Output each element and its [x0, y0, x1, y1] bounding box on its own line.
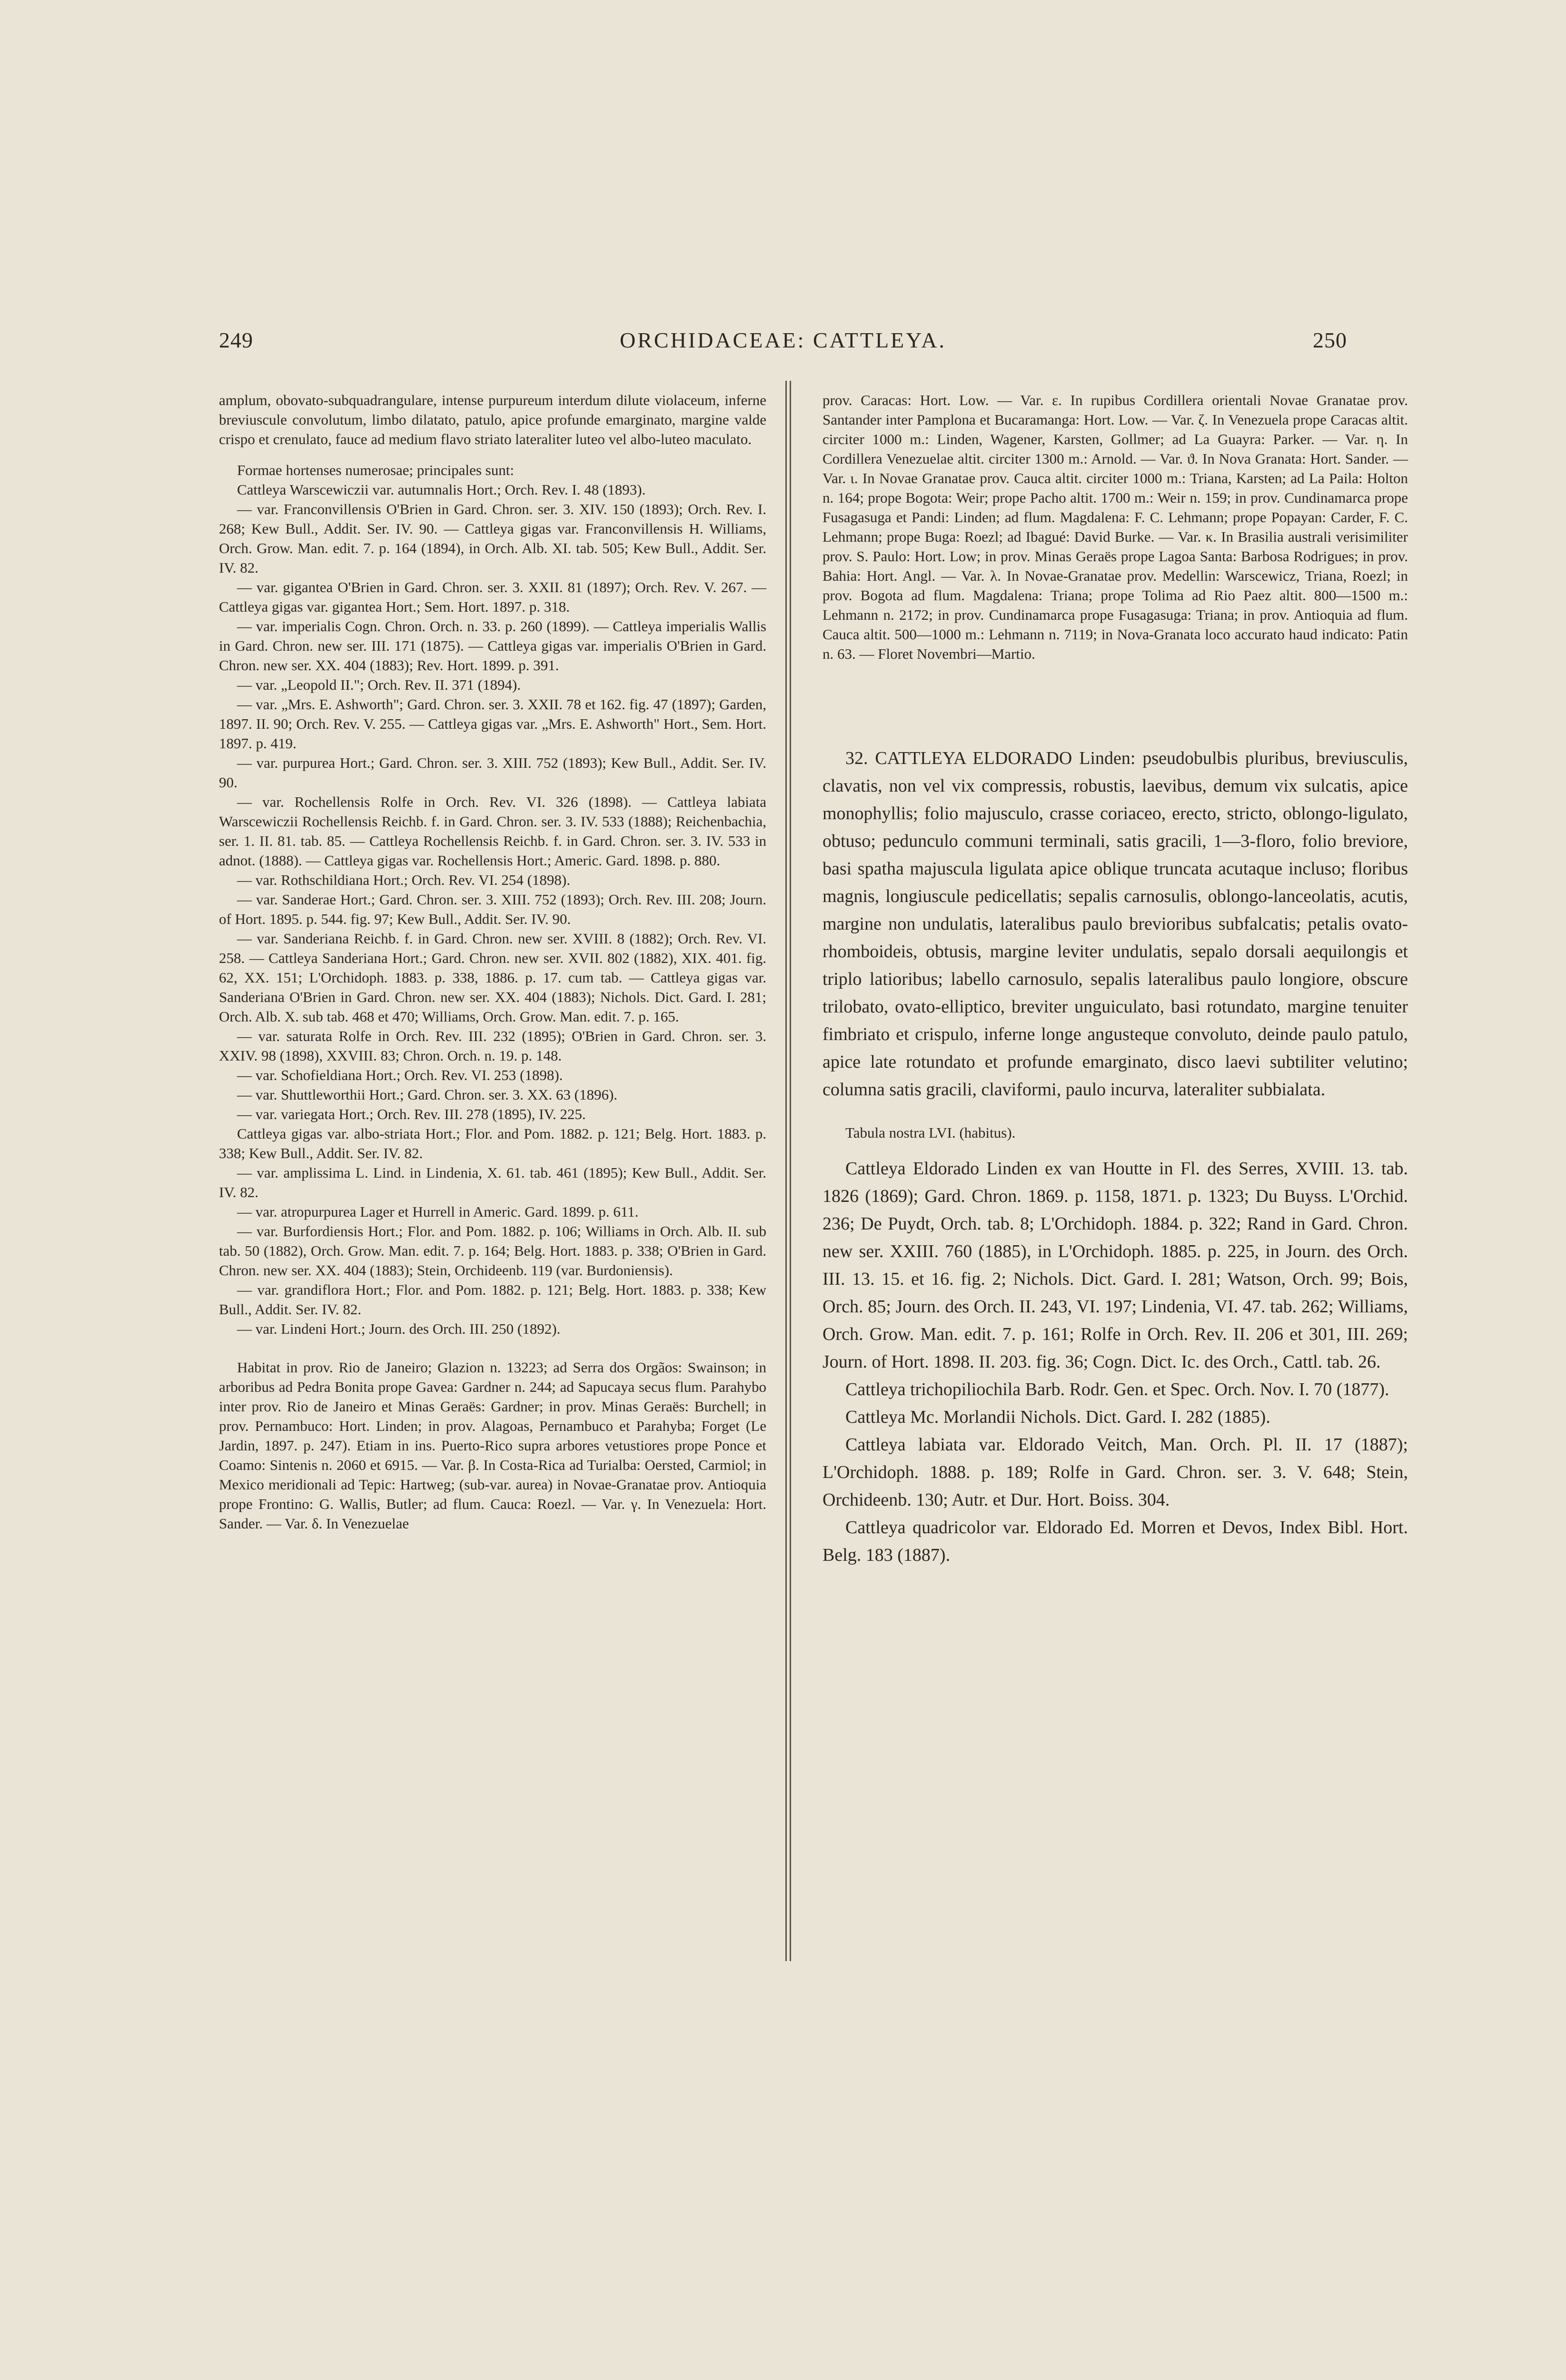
variety-entry: — var. Rochellensis Rolfe in Orch. Rev. VI. 326 (1898). — Cattleya labiata Warscewiczii Rochellensis Reichb. f. in Gard. Chron. ser. 3. IV. 533 (1888); Reichenbachia, ser. 1. II. 81. tab. 85. — Cattleya Rochellensis Reichb. f. in Gard. Chron. ser. 3. IV. 533 in adnot. (1888). — Cattleya gigas var. Rochellensis Hort.; Americ. Gard. 1898. p. 880.: [219, 793, 766, 869]
right-column: [823, 390, 1408, 1569]
left-column: [219, 390, 766, 1533]
habitat-continued: prov. Caracas: Hort. Low. — Var. ε. In rupibus Cordillera orientali Novae Granatae prov. Santander inter Pamplona et Bucaramanga: Hort. Low. — Var. ζ. In Venezuela prope Caracas altit. circiter 1000 m.: Linden, Wagener, Karsten, Gollmer; ad La Guayra: Parker. — Var. η. In Cordillera Venezuelae altit. circiter 1300 m.: Arnold. — Var. ϑ. In Nova Granata: Hort. Sander. — Var. ι. In Novae Granatae prov. Cauca altit. circiter 1000 m.: Triana, Karsten; ad La Paila: Holton n. 164; prope Bogota: Weir; prope Pacho altit. 1700 m.: Weir n. 159; in prov. Cundinamarca prope Fusagasuga et Pandi: Linden; ad flum. Magdalena: F. C. Lehmann; prope Popayan: Carder, F. C. Lehmann; prope Buga: Roezl; ad Ibagué: David Burke. — Var. κ. In Brasilia australi verisimiliter prov. S. Paulo: Hort. Low; in prov. Minas Geraës prope Lagoa Santa: Barbosa Rodrigues; in prov. Bahia: Hort. Angl. — Var. λ. In Novae-Granatae prov. Medellin: Warscewicz, Triana, Roezl; in prov. Bogota ad flum. Magdalena: Triana; prope Tolima ad Rio Paez altit. 800—1500 m.: Lehmann n. 2172; in prov. Cundinamarca prope Fusagasuga: Triana; in prov. Antioquia ad flum. Cauca altit. 500—1000 m.: Lehmann n. 7119; in Nova-Granata loco accurato haud indicato: Patin n. 63. — Floret Novembri—Martio.: [823, 392, 1408, 662]
variety-entry: — var. gigantea O'Brien in Gard. Chron. ser. 3. XXII. 81 (1897); Orch. Rev. V. 267. — Cattleya gigas var. gigantea Hort.; Sem. Hort. 1897. p. 318.: [219, 579, 766, 615]
variety-entry: — var. amplissima L. Lind. in Lindenia, X. 61. tab. 461 (1895); Kew Bull., Addit. Ser. IV. 82.: [219, 1164, 766, 1200]
right-page-number: 250: [1313, 328, 1347, 352]
column-divider: [785, 381, 791, 1961]
variety-entry: — var. Sanderiana Reichb. f. in Gard. Chron. new ser. XVIII. 8 (1882); Orch. Rev. VI. 258. — Cattleya Sanderiana Hort.; Gard. Chron. new ser. XVII. 802 (1882), XIX. 401. fig. 62, XX. 151; L'Orchidoph. 1883. p. 338, 1886. p. 17. cum tab. — Cattleya gigas var. Sanderiana O'Brien in Gard. Chron. new ser. XX. 404 (1883); Nichols. Dict. Gard. I. 281; Orch. Alb. X. sub tab. 468 et 470; Williams, Orch. Grow. Man. edit. 7. p. 165.: [219, 930, 766, 1025]
species-description: 32. CATTLEYA ELDORADO Linden: pseudobulbis pluribus, breviusculis, clavatis, non vel vix compressis, robustis, laevibus, demum vix sulcatis, apice monophyllis; folio majusculo, crasse coriaceo, erecto, stricto, oblongo-ligulato, obtuso; pedunculo communi terminali, satis gracili, 1—3-floro, folio breviore, basi spatha majuscula ligulata apice oblique truncata acutaque incluso; floribus magnis, longiuscule pedicellatis; sepalis carnosulis, oblongo-lanceolatis, acutis, margine non undulatis, lateralibus paulo brevioribus subfalcatis; petalis ovato-rhomboideis, obtusis, margine leviter undulatis, sepalo dorsali aequilongis et triplo latioribus; labello carnosulo, sepalis lateralibus paulo longiore, obscure trilobato, ovato-elliptico, breviter unguiculato, basi rotundato, margine tenuiter fimbriato et crispulo, inferne longe angusteque convoluto, deinde paulo patulo, apice late rotundato et profunde emarginato, disco laevi subtiliter velutino; columna satis gracili, claviformi, paulo incurva, lateraliter subbialata.: [823, 748, 1408, 1100]
description-continued: amplum, obovato-subquadrangulare, intense purpureum interdum dilute violaceum, inferne breviuscule convolutum, limbo dilatato, patulo, apice profunde emarginato, margine valde crispo et crenulato, fauce ad medium flavo striato lateraliter luteo vel albo-luteo maculato.: [219, 392, 766, 447]
variety-entry: — var. atropurpurea Lager et Hurrell in Americ. Gard. 1899. p. 611.: [237, 1203, 639, 1220]
plate-reference: Tabula nostra LVI. (habitus).: [845, 1124, 1016, 1141]
variety-entry: — var. „Leopold II."; Orch. Rev. II. 371 (1894).: [237, 676, 521, 693]
variety-entry: — var. Rothschildiana Hort.; Orch. Rev. VI. 254 (1898).: [237, 872, 570, 888]
variety-entry: — var. Franconvillensis O'Brien in Gard. Chron. ser. 3. XIV. 150 (1893); Orch. Rev. I. 268; Kew Bull., Addit. Ser. IV. 90. — Cattleya gigas var. Franconvillensis H. Williams, Orch. Grow. Man. edit. 7. p. 164 (1894), in Orch. Alb. XI. tab. 505; Kew Bull., Addit. Ser. IV. 82.: [219, 501, 766, 576]
variety-entry: Cattleya Warscewiczii var. autumnalis Hort.; Orch. Rev. I. 48 (1893).: [237, 481, 646, 498]
variety-entry: — var. Lindeni Hort.; Journ. des Orch. III. 250 (1892).: [237, 1320, 561, 1337]
synonym-reference: Cattleya labiata var. Eldorado Veitch, Man. Orch. Pl. II. 17 (1887); L'Orchidoph. 1888. p. 189; Rolfe in Gard. Chron. ser. 3. V. 648; Stein, Orchideenb. 130; Autr. et Dur. Hort. Boiss. 304.: [823, 1435, 1408, 1510]
page-header: [219, 327, 1347, 366]
variety-entry: — var. imperialis Cogn. Chron. Orch. n. 33. p. 260 (1899). — Cattleya imperialis Wallis in Gard. Chron. new ser. III. 171 (1875). — Cattleya gigas var. imperialis O'Brien in Gard. Chron. new ser. XX. 404 (1883); Rev. Hort. 1899. p. 391.: [219, 618, 766, 674]
synonym-reference: Cattleya Mc. Morlandii Nichols. Dict. Gard. I. 282 (1885).: [845, 1407, 1270, 1427]
variety-entry: — var. „Mrs. E. Ashworth"; Gard. Chron. ser. 3. XXII. 78 et 162. fig. 47 (1897); Garden, 1897. II. 90; Orch. Rev. V. 255. — Cattleya gigas var. „Mrs. E. Ashworth" Hort., Sem. Hort. 1897. p. 419.: [219, 696, 766, 752]
variety-entry: — var. grandiflora Hort.; Flor. and Pom. 1882. p. 121; Belg. Hort. 1883. p. 338; Kew Bull., Addit. Ser. IV. 82.: [219, 1281, 766, 1318]
variety-entry: — var. Burfordiensis Hort.; Flor. and Pom. 1882. p. 106; Williams in Orch. Alb. II. sub tab. 50 (1882), Orch. Grow. Man. edit. 7. p. 164; Belg. Hort. 1883. p. 338; O'Brien in Gard. Chron. new ser. XX. 404 (1883); Stein, Orchideenb. 119 (var. Burdoniensis).: [219, 1223, 766, 1279]
variety-entry: — var. Shuttleworthii Hort.; Gard. Chron. ser. 3. XX. 63 (1896).: [237, 1086, 618, 1103]
habitat-paragraph: Habitat in prov. Rio de Janeiro; Glazion n. 13223; ad Serra dos Orgãos: Swainson; in arboribus ad Pedra Bonita prope Gavea: Gardner n. 244; ad Sapucaya secus flum. Parahybo inter prov. Rio de Janeiro et Minas Geraës: Gardner; in prov. Minas Geraës: Burchell; in prov. Pernambuco: Hort. Linden; in prov. Alagoas, Pernambuco et Parahyba; Forget (Le Jardin, 1897. p. 247). Etiam in ins. Puerto-Rico supra arbores vetustiores prope Ponce et Coamo: Sintenis n. 2060 et 6915. — Var. β. In Costa-Rica ad Turialba: Oersted, Carmiol; in Mexico meridionali ad Tepic: Hartweg; (sub-var. aurea) in Novae-Granatae prov. Antioquia prope Frontino: G. Wallis, Butler; ad flum. Cauca: Roezl. — Var. γ. In Venezuela: Hort. Sander. — Var. δ. In Venezuelae: [219, 1359, 766, 1532]
variety-entry: — var. Schofieldiana Hort.; Orch. Rev. VI. 253 (1898).: [237, 1067, 563, 1083]
synonym-reference: Cattleya trichopiliochila Barb. Rodr. Gen. et Spec. Orch. Nov. I. 70 (1877).: [845, 1379, 1389, 1399]
variety-entry: — var. saturata Rolfe in Orch. Rev. III. 232 (1895); O'Brien in Gard. Chron. ser. 3. XXIV. 98 (1898), XXVIII. 83; Chron. Orch. n. 19. p. 148.: [219, 1028, 766, 1064]
synonym-reference: Cattleya quadricolor var. Eldorado Ed. Morren et Devos, Index Bibl. Hort. Belg. 183 (1887).: [823, 1517, 1408, 1565]
variety-entry: Cattleya gigas var. albo-striata Hort.; Flor. and Pom. 1882. p. 121; Belg. Hort. 1883. p. 338; Kew Bull., Addit. Ser. IV. 82.: [219, 1125, 766, 1161]
variety-entry: — var. variegata Hort.; Orch. Rev. III. 278 (1895), IV. 225.: [237, 1106, 586, 1122]
variety-entry: — var. purpurea Hort.; Gard. Chron. ser. 3. XIII. 752 (1893); Kew Bull., Addit. Ser. IV. 90.: [219, 754, 766, 791]
running-title: ORCHIDACEAE: CATTLEYA.: [620, 328, 946, 352]
variety-entry: — var. Sanderae Hort.; Gard. Chron. ser. 3. XIII. 752 (1893); Orch. Rev. III. 208; Journ. of Hort. 1895. p. 544. fig. 97; Kew Bull., Addit. Ser. IV. 90.: [219, 891, 766, 927]
synonym-reference: Cattleya Eldorado Linden ex van Houtte in Fl. des Serres, XVIII. 13. tab. 1826 (1869); Gard. Chron. 1869. p. 1158, 1871. p. 1323; Du Buyss. L'Orchid. 236; De Puydt, Orch. tab. 8; L'Orchidoph. 1884. p. 322; Rand in Gard. Chron. new ser. XXIII. 760 (1885), in L'Orchidoph. 1885. p. 225, in Journ. des Orch. III. 13. 15. et 16. fig. 2; Nichols. Dict. Gard. I. 281; Watson, Orch. 99; Bois, Orch. 85; Journ. des Orch. II. 243, VI. 197; Lindenia, VI. 47. tab. 262; Williams, Orch. Grow. Man. edit. 7. p. 161; Rolfe in Orch. Rev. II. 206 et 301, III. 269; Journ. of Hort. 1898. II. 203. fig. 36; Cogn. Dict. Ic. des Orch., Cattl. tab. 26.: [823, 1159, 1408, 1372]
forms-intro: Formae hortenses numerosae; principales sunt:: [237, 462, 514, 478]
left-page-number: 249: [219, 328, 253, 352]
